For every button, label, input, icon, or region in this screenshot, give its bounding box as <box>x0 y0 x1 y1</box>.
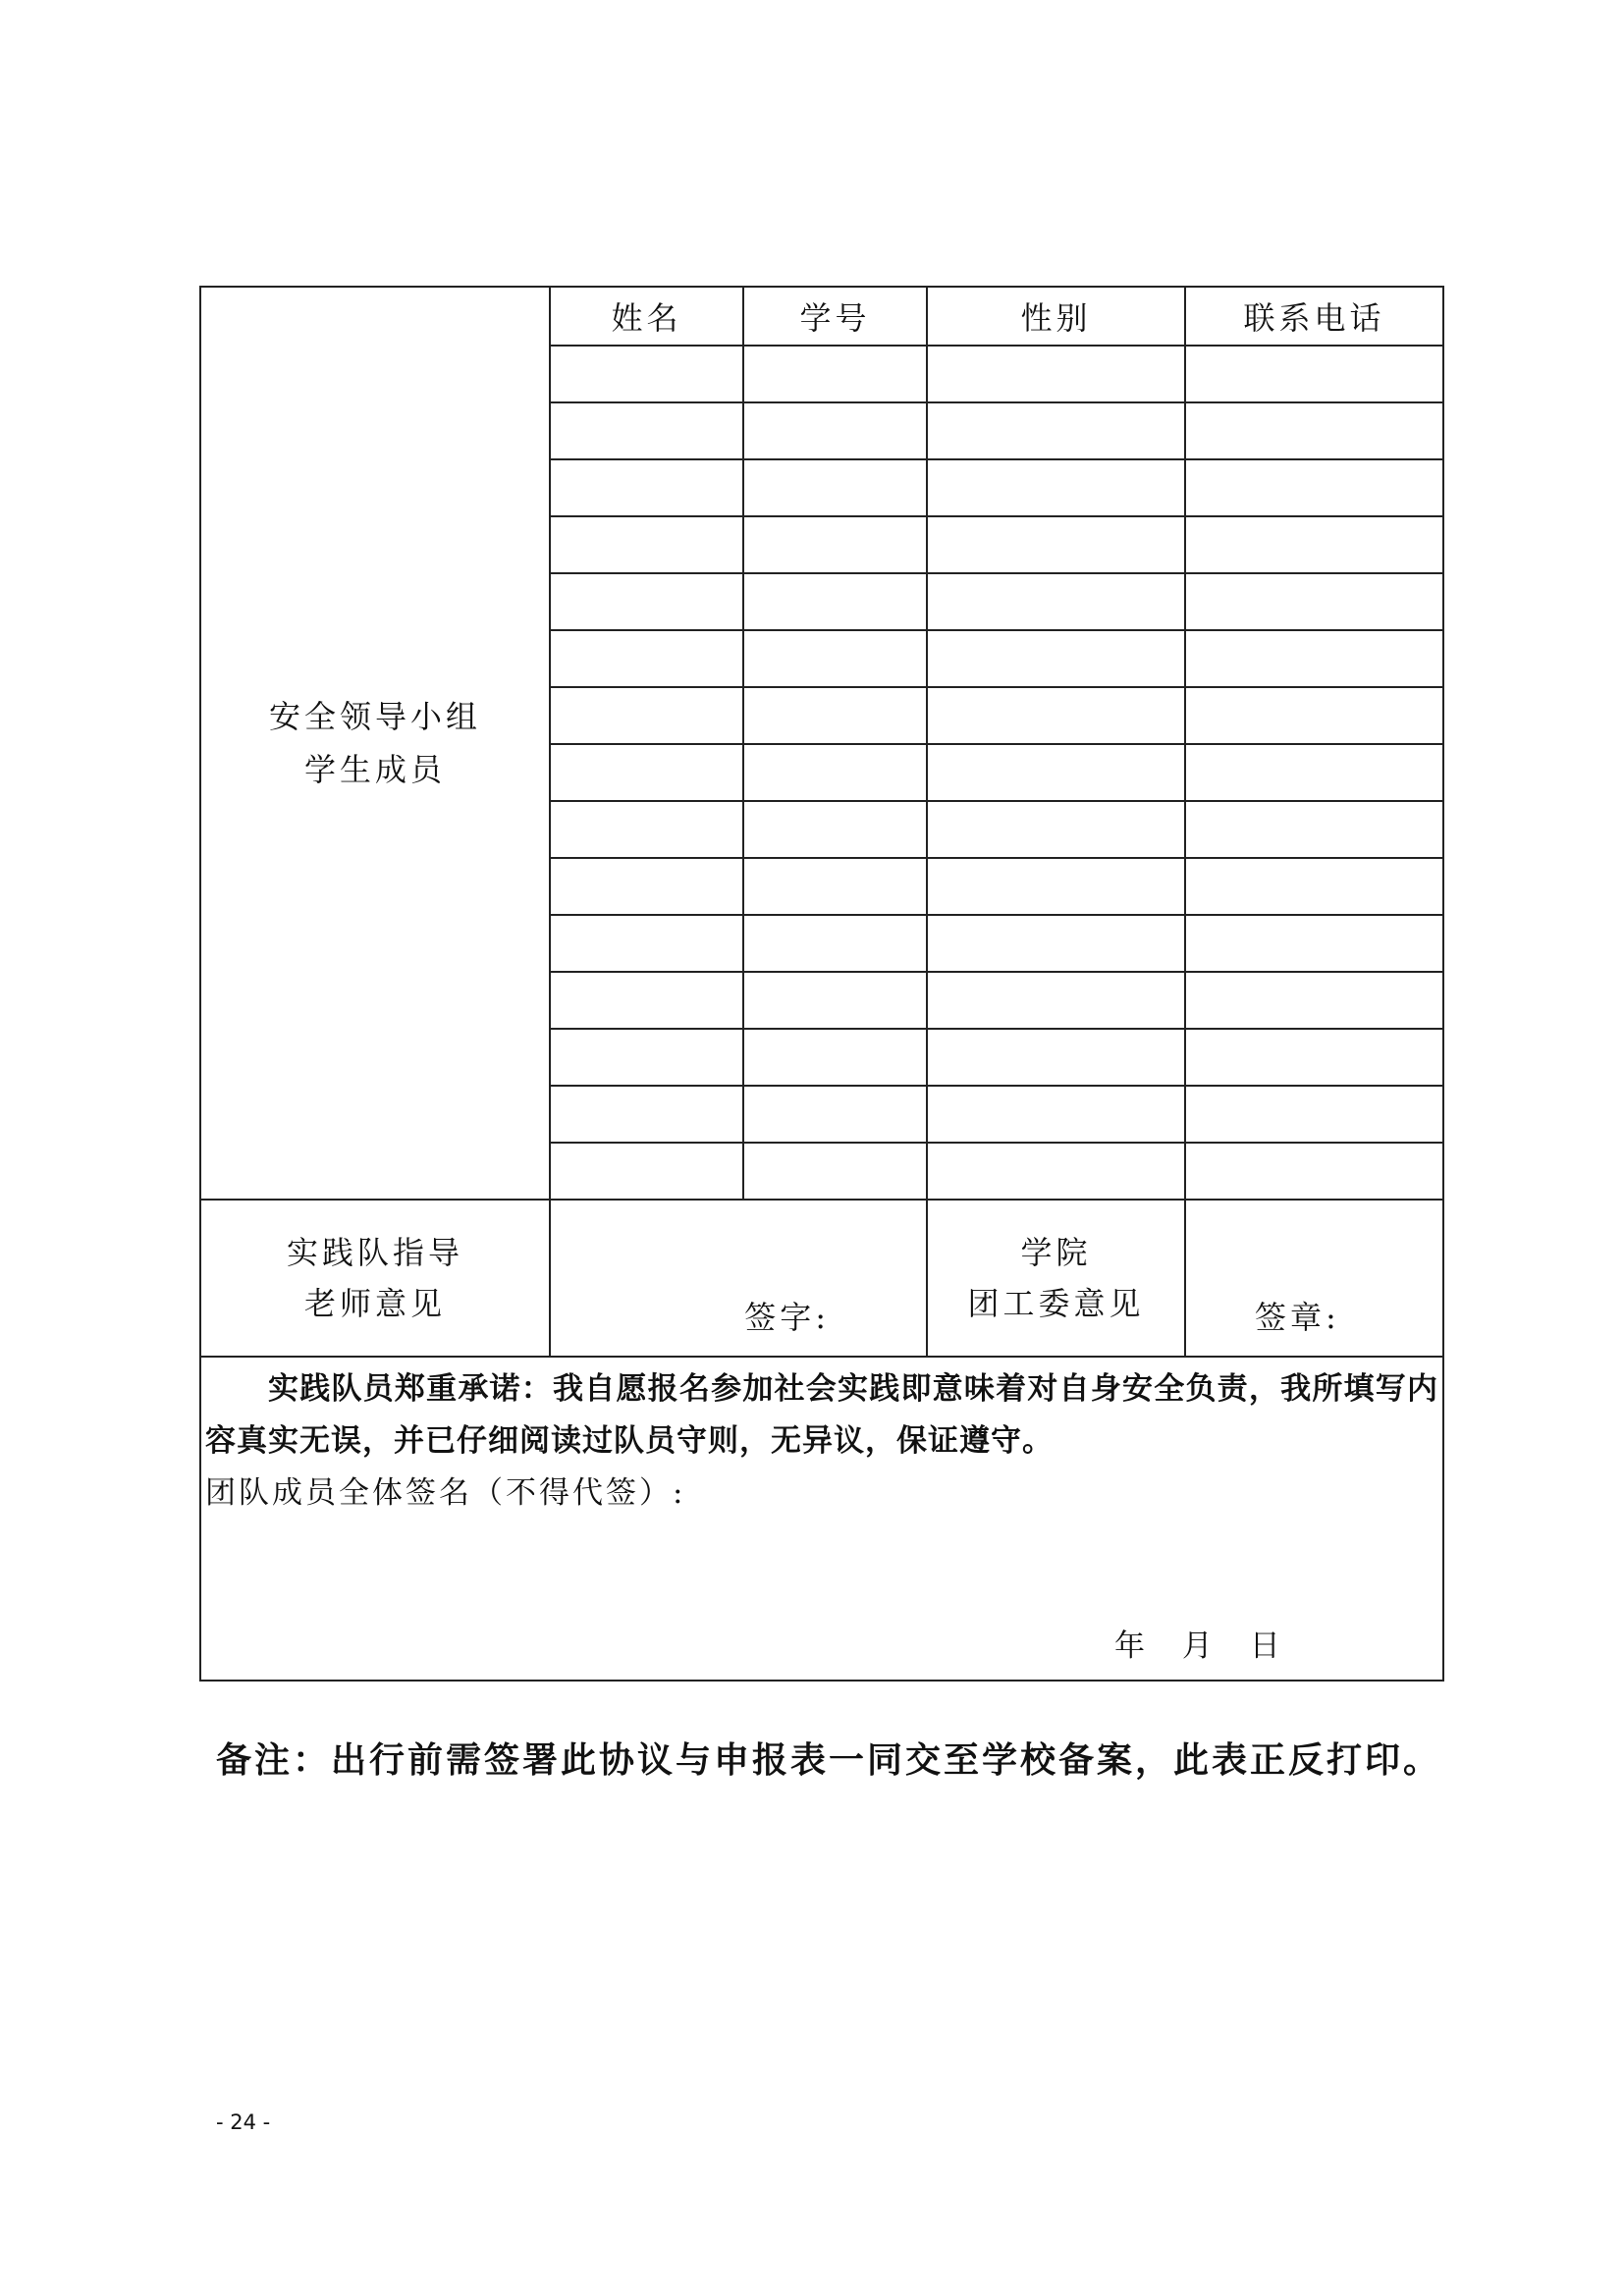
member-name-input[interactable] <box>550 801 743 858</box>
header-row <box>200 287 1443 346</box>
seal-label: 签章: <box>1255 1299 1340 1336</box>
member-student-id-input[interactable] <box>743 972 927 1029</box>
safety-group-label-line1: 安全领导小组 <box>268 698 481 735</box>
pledge-row <box>200 1357 1443 1681</box>
member-phone-input[interactable] <box>1185 1086 1443 1143</box>
member-name-input[interactable] <box>550 1029 743 1086</box>
member-student-id-input[interactable] <box>743 858 927 915</box>
member-gender-input[interactable] <box>927 744 1185 801</box>
member-gender-input[interactable] <box>927 573 1185 630</box>
member-name-input[interactable] <box>550 346 743 402</box>
member-student-id-input[interactable] <box>743 1143 927 1200</box>
member-student-id-input[interactable] <box>743 402 927 459</box>
member-name-input[interactable] <box>550 459 743 516</box>
member-phone-input[interactable] <box>1185 402 1443 459</box>
member-student-id-input[interactable] <box>743 346 927 402</box>
page-number: - 24 - <box>216 2110 271 2134</box>
member-name-input[interactable] <box>550 915 743 972</box>
sign-all-label: 团队成员全体签名（不得代签）: <box>205 1475 686 1511</box>
member-name-input[interactable] <box>550 402 743 459</box>
member-student-id-input[interactable] <box>743 801 927 858</box>
header-gender: 性别 <box>927 287 1185 346</box>
member-student-id-input[interactable] <box>743 744 927 801</box>
member-name-input[interactable] <box>550 1143 743 1200</box>
member-phone-input[interactable] <box>1185 346 1443 402</box>
member-gender-input[interactable] <box>927 972 1185 1029</box>
member-phone-input[interactable] <box>1185 573 1443 630</box>
header-name: 姓名 <box>550 287 743 346</box>
header-phone: 联系电话 <box>1185 287 1443 346</box>
member-gender-input[interactable] <box>927 915 1185 972</box>
member-phone-input[interactable] <box>1185 1143 1443 1200</box>
member-student-id-input[interactable] <box>743 573 927 630</box>
member-gender-input[interactable] <box>927 1086 1185 1143</box>
member-gender-input[interactable] <box>927 630 1185 687</box>
member-name-input[interactable] <box>550 630 743 687</box>
pledge-cell[interactable] <box>200 1357 1443 1681</box>
member-name-input[interactable] <box>550 687 743 744</box>
member-phone-input[interactable] <box>1185 744 1443 801</box>
member-gender-input[interactable] <box>927 801 1185 858</box>
member-name-input[interactable] <box>550 1086 743 1143</box>
member-gender-input[interactable] <box>927 402 1185 459</box>
date-line: 年 月 日 <box>1114 1629 1282 1664</box>
member-phone-input[interactable] <box>1185 972 1443 1029</box>
pledge-text: 实践队员郑重承诺：我自愿报名参加社会实践即意味着对自身安全负责，我所填写内容真实无误，并已仔细阅读过队员守则，无异议，保证遵守。 <box>205 1371 1438 1459</box>
member-gender-input[interactable] <box>927 1143 1185 1200</box>
guide-label-cell <box>200 1200 550 1357</box>
member-phone-input[interactable] <box>1185 687 1443 744</box>
member-gender-input[interactable] <box>927 459 1185 516</box>
member-phone-input[interactable] <box>1185 801 1443 858</box>
guide-label-line2: 老师意见 <box>303 1285 446 1322</box>
guide-row <box>200 1200 1443 1357</box>
member-form-table <box>199 286 1444 1682</box>
member-phone-input[interactable] <box>1185 459 1443 516</box>
member-gender-input[interactable] <box>927 516 1185 573</box>
member-student-id-input[interactable] <box>743 630 927 687</box>
guide-opinion-input[interactable] <box>550 1200 927 1357</box>
header-student-id: 学号 <box>743 287 927 346</box>
safety-group-label-cell <box>200 287 550 1200</box>
member-phone-input[interactable] <box>1185 858 1443 915</box>
member-student-id-input[interactable] <box>743 687 927 744</box>
member-name-input[interactable] <box>550 516 743 573</box>
member-name-input[interactable] <box>550 744 743 801</box>
member-student-id-input[interactable] <box>743 1029 927 1086</box>
member-student-id-input[interactable] <box>743 459 927 516</box>
member-gender-input[interactable] <box>927 858 1185 915</box>
member-gender-input[interactable] <box>927 346 1185 402</box>
member-phone-input[interactable] <box>1185 915 1443 972</box>
guide-label-line1: 实践队指导 <box>286 1234 463 1271</box>
member-name-input[interactable] <box>550 972 743 1029</box>
college-opinion-input[interactable] <box>1185 1200 1443 1357</box>
member-gender-input[interactable] <box>927 1029 1185 1086</box>
college-label-line1: 学院 <box>1020 1234 1092 1271</box>
footnote-note: 备注：出行前需签署此协议与申报表一同交至学校备案，此表正反打印。 <box>216 1739 1442 1781</box>
college-label-cell <box>927 1200 1185 1357</box>
member-student-id-input[interactable] <box>743 915 927 972</box>
college-label-line2: 团工委意见 <box>967 1285 1145 1322</box>
member-phone-input[interactable] <box>1185 630 1443 687</box>
member-gender-input[interactable] <box>927 687 1185 744</box>
member-phone-input[interactable] <box>1185 516 1443 573</box>
safety-group-label-line2: 学生成员 <box>303 751 446 788</box>
member-student-id-input[interactable] <box>743 1086 927 1143</box>
sign-label: 签字: <box>744 1299 830 1336</box>
member-name-input[interactable] <box>550 573 743 630</box>
member-student-id-input[interactable] <box>743 516 927 573</box>
member-name-input[interactable] <box>550 858 743 915</box>
member-phone-input[interactable] <box>1185 1029 1443 1086</box>
